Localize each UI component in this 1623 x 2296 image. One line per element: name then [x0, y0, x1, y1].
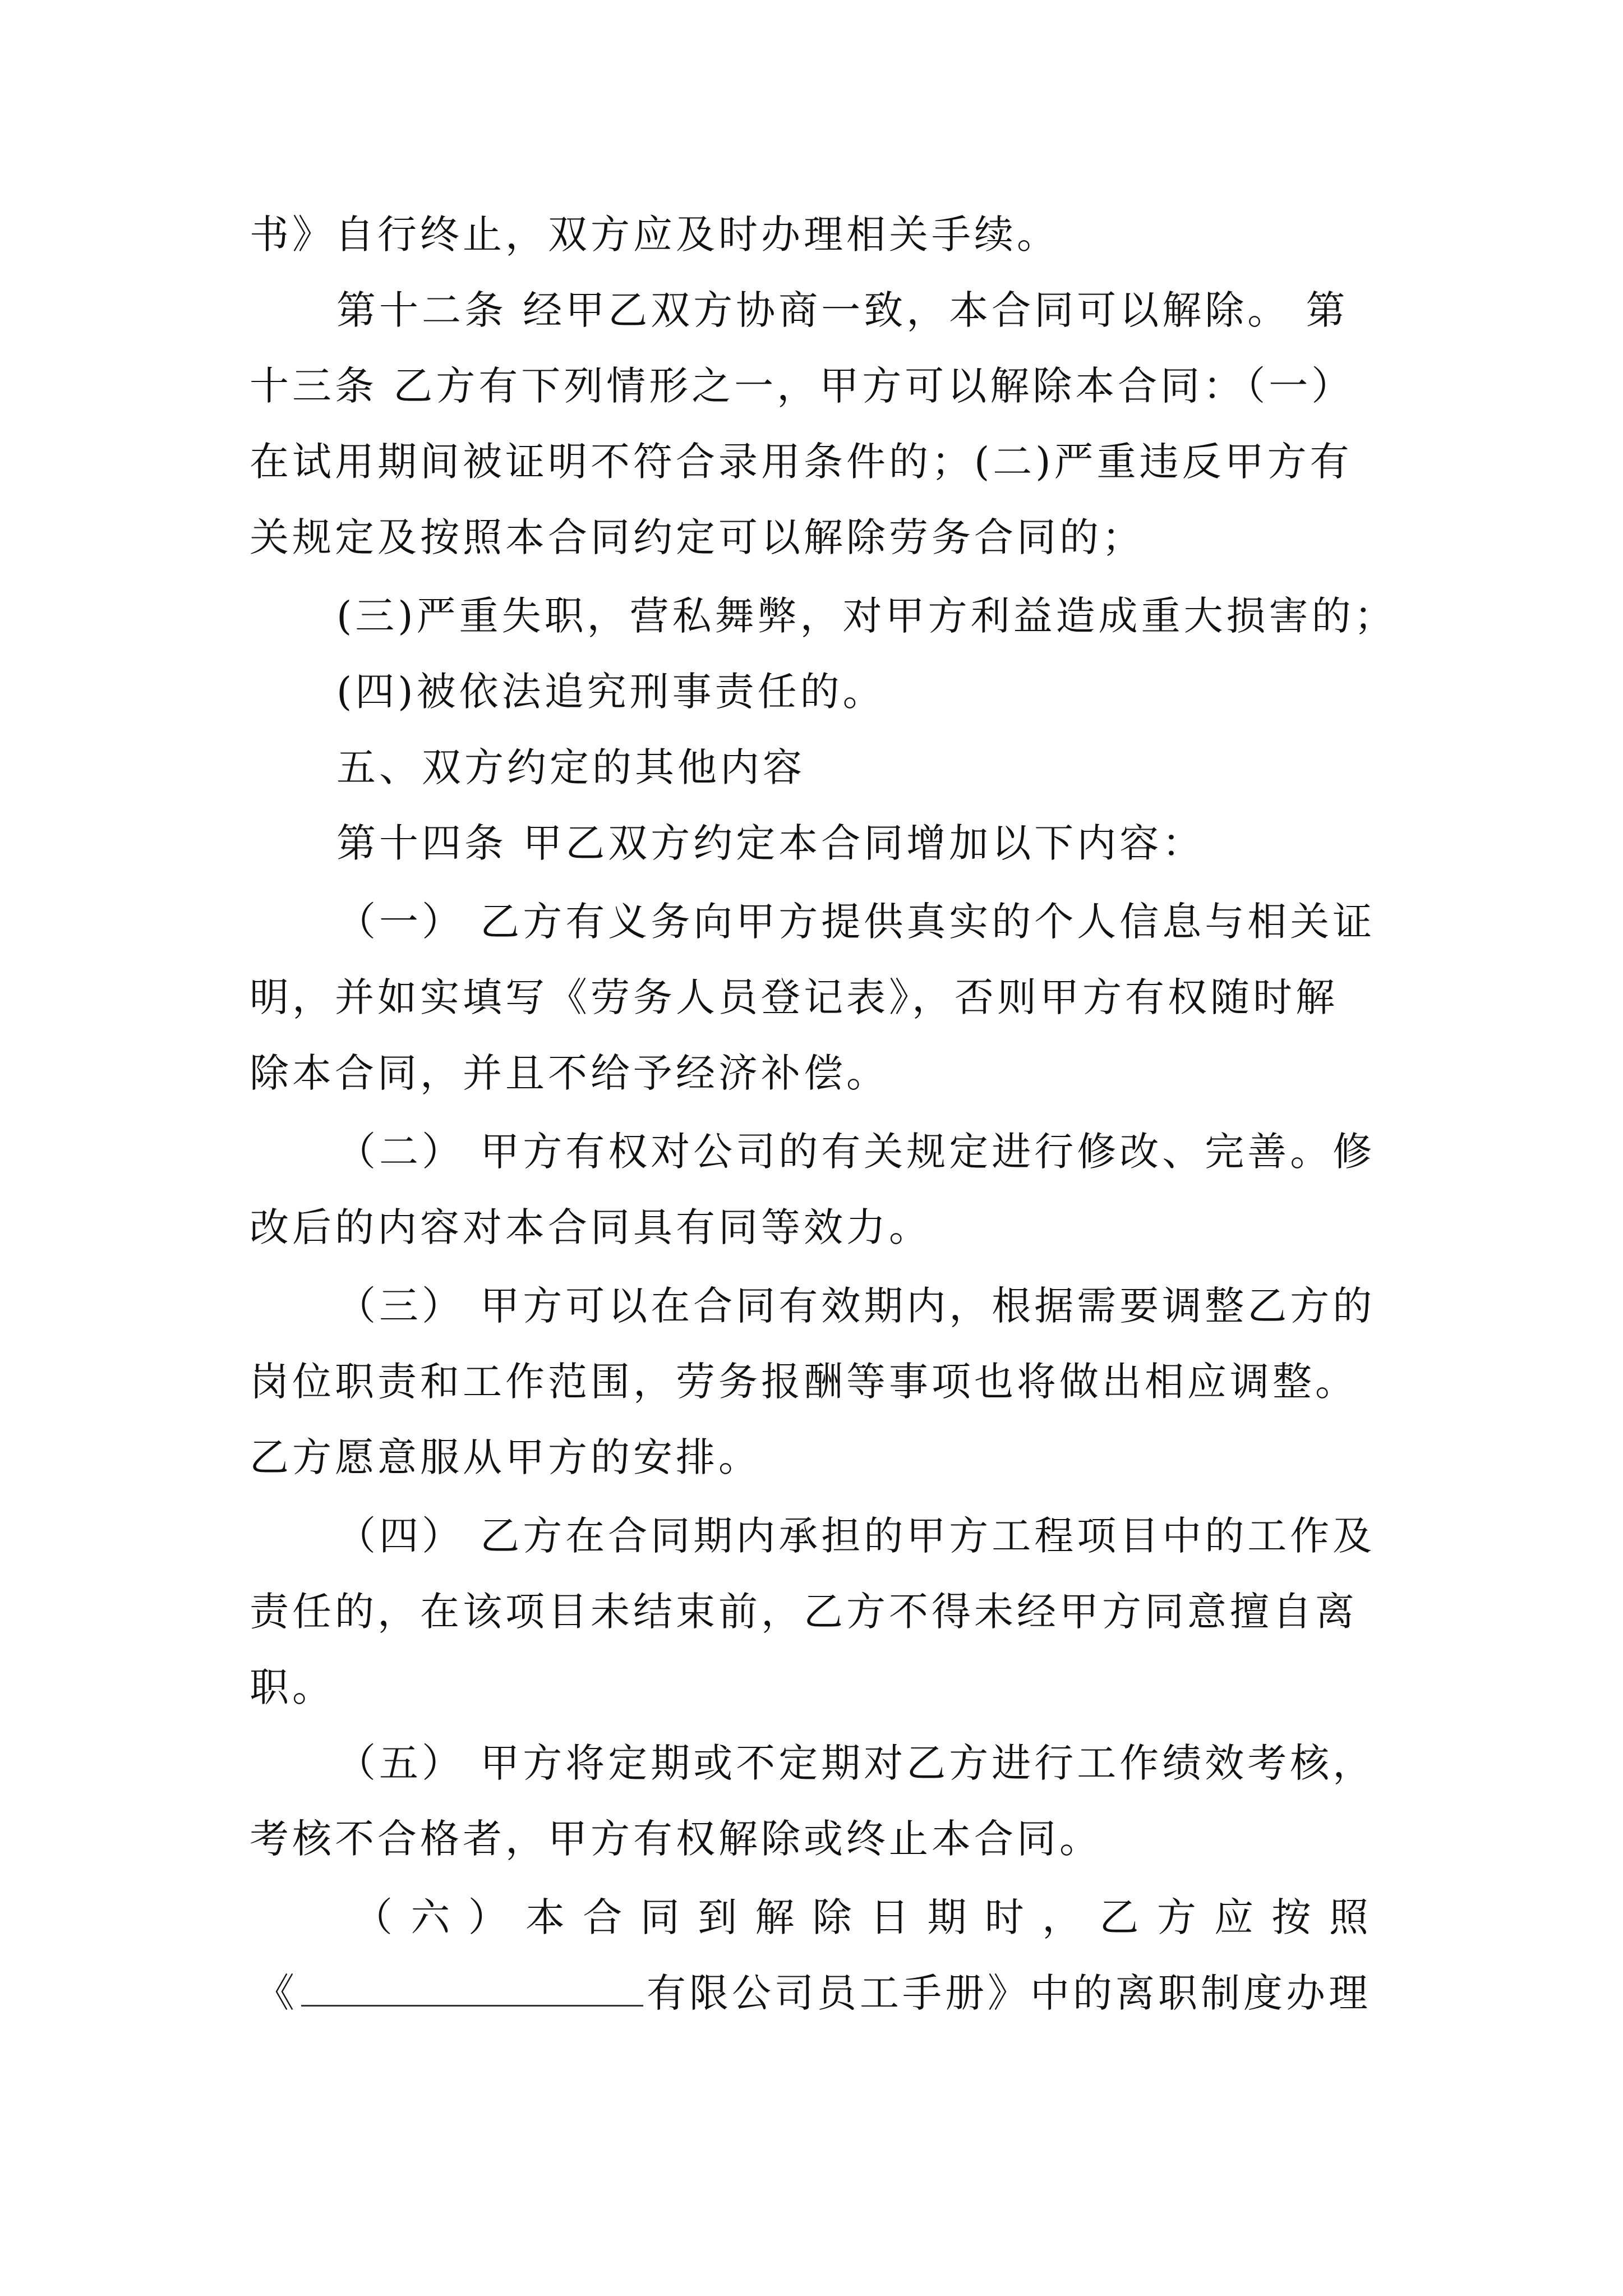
char: 按: [1271, 1894, 1311, 1940]
char: （: [353, 1894, 393, 1940]
char: 本: [525, 1894, 565, 1940]
handbook-line: [255, 1968, 1371, 2018]
open-title-mark: 《: [255, 1970, 298, 2016]
text-line: (三)严重失职，营私舞弊，对甲方利益造成重大损害的；: [336, 593, 1397, 639]
text-line: 书》自行终止，双方应及时办理相关手续。: [250, 211, 1059, 257]
text-line: 明，并如实填写《劳务人员登记表》，否则甲方有权随时解: [250, 974, 1338, 1020]
char: 方: [1156, 1894, 1196, 1940]
char: 同: [640, 1894, 680, 1940]
text-line: 第十二条 经甲乙双方协商一致，本合同可以解除。 第: [336, 287, 1349, 333]
text-line: 职。: [250, 1664, 335, 1710]
char: 期: [927, 1894, 967, 1940]
text-line: 岗位职责和工作范围，劳务报酬等事项也将做出相应调整。: [250, 1359, 1358, 1405]
text-line: (四)被依法追究刑事责任的。: [336, 669, 886, 715]
char: 应: [1214, 1894, 1254, 1940]
company-name-blank[interactable]: [301, 1971, 643, 2007]
char: 时: [984, 1894, 1024, 1940]
text-line: （四） 乙方在合同期内承担的甲方工程项目中的工作及: [336, 1513, 1376, 1559]
text-line: （一） 乙方有义务向甲方提供真实的个人信息与相关证: [336, 899, 1376, 945]
section-heading: 五、双方约定的其他内容: [336, 744, 805, 790]
handbook-text: 有限公司员工手册》中的离职制度办理: [647, 1970, 1371, 2016]
text-line: 乙方愿意服从甲方的安排。: [250, 1434, 761, 1480]
text-line: 第十四条 甲乙双方约定本合同增加以下内容：: [336, 820, 1205, 866]
text-line: 责任的，在该项目未结束前，乙方不得未经甲方同意擅自离: [250, 1589, 1358, 1635]
text-line: 除本合同，并且不给予经济补偿。: [250, 1050, 889, 1096]
text-line: （五） 甲方将定期或不定期对乙方进行工作绩效考核，: [336, 1740, 1376, 1786]
text-line: 改后的内容对本合同具有同等效力。: [250, 1204, 932, 1250]
text-line: 关规定及按照本合同约定可以解除劳务合同的；: [250, 514, 1145, 560]
char: 解: [755, 1894, 795, 1940]
char: ）: [468, 1894, 508, 1940]
char: 到: [698, 1894, 737, 1940]
char: 乙: [1099, 1894, 1139, 1940]
char: 日: [870, 1894, 910, 1940]
char: 合: [583, 1894, 623, 1940]
char: 六: [411, 1894, 450, 1940]
text-line: （二） 甲方有权对公司的有关规定进行修改、完善。修: [336, 1129, 1376, 1175]
text-line: （三） 甲方可以在合同有效期内，根据需要调整乙方的: [336, 1283, 1376, 1329]
text-line: 考核不合格者，甲方有权解除或终止本合同。: [250, 1816, 1102, 1862]
char: 照: [1329, 1894, 1368, 1940]
text-line: 十三条 乙方有下列情形之一，甲方可以解除本合同：（一）: [250, 363, 1354, 409]
text-line: 在试用期间被证明不符合录用条件的；(二)严重违反甲方有: [250, 439, 1353, 485]
char: 除: [812, 1894, 852, 1940]
char: ，: [1042, 1894, 1082, 1940]
spaced-text-line: [353, 1892, 1368, 1943]
